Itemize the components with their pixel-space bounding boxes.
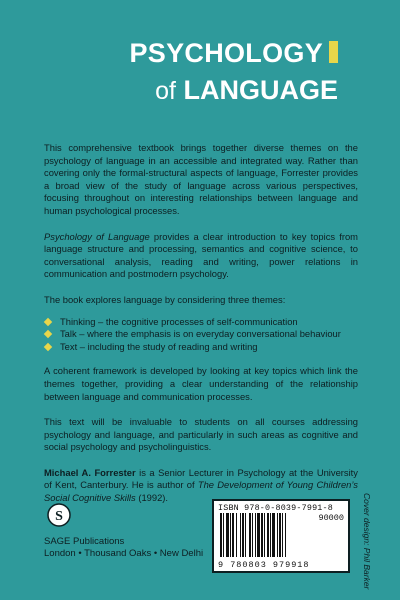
theme-item — [44, 328, 358, 341]
barcode-panel — [212, 499, 350, 573]
author-bio-end: (1992). — [135, 492, 169, 504]
title-word-language: LANGUAGE — [183, 75, 338, 105]
barcode-bar — [252, 513, 253, 557]
theme-text: Talk – where the emphasis is on everyday conversational behaviour — [60, 328, 341, 340]
barcode-bar — [245, 513, 246, 557]
barcode-bar — [277, 513, 278, 557]
author-book-title: The Development of Young Children’s Social Cognitive Skills — [44, 479, 358, 504]
publisher-cities: London • Thousand Oaks • New Delhi — [44, 548, 204, 559]
barcode-bar — [267, 513, 269, 557]
barcode-bar — [230, 513, 231, 557]
cover-design-credit: Cover design: Phil Barker — [362, 493, 372, 590]
barcode-bar — [270, 513, 271, 557]
title-line-of-language — [129, 74, 338, 107]
author-name: Michael A. Forrester — [44, 466, 136, 478]
barcode-bar — [285, 513, 286, 557]
barcode-bar — [220, 513, 222, 557]
blurb — [44, 142, 358, 518]
title-word-psychology: PSYCHOLOGY — [129, 38, 323, 68]
author-bio-text: is a Senior Lecturer in Psychology at the University of Kent, Canterbury. He is author of — [44, 466, 358, 491]
themes-list — [44, 316, 358, 354]
sage-logo-letter: S — [55, 509, 63, 524]
barcode-bar — [236, 513, 237, 557]
theme-text: Text – including the study of reading and writing — [60, 340, 258, 352]
title-line-psychology — [129, 38, 338, 68]
barcode-bar — [261, 513, 263, 557]
diamond-bullet-icon — [44, 342, 52, 350]
barcode-bar — [282, 513, 283, 557]
barcode-bars — [220, 513, 310, 557]
barcode-bar — [226, 513, 229, 557]
blurb-paragraph-2-text: provides a clear introduction to key topics from language structure and processing, semantics and cognitive science, to conversational analysis, reading and writing, power relations in communication and postmodern psychology. — [44, 230, 358, 280]
barcode-bar — [272, 513, 275, 557]
barcode-bar — [249, 513, 251, 557]
blurb-paragraph-2 — [44, 231, 358, 281]
sage-logo-icon — [47, 503, 71, 527]
book-title — [129, 38, 338, 107]
barcode-bar — [223, 513, 224, 557]
isbn-label: ISBN 978-0-8039-7991-8 — [218, 503, 333, 513]
blurb-paragraph-1: This comprehensive textbook brings together diverse themes on the psychology of language in an accessible and integrated way. Rather than covering only the formal-structural aspects of language, Forrester provides a broad view of the study of language across various perspectives, focusing throughout on interesting relationships between language and human psychological processes. — [44, 142, 358, 216]
blurb-paragraph-3: The book explores language by considering three themes: — [44, 293, 286, 305]
title-accent-bar — [329, 41, 338, 63]
barcode-bar — [257, 513, 260, 557]
blurb-paragraph-5: This text will be invaluable to students on all courses addressing psychology and language, and particularly in such areas as cognitive and social psychology and psycholinguistics. — [44, 416, 358, 453]
theme-item — [44, 316, 358, 329]
barcode-bar — [279, 513, 281, 557]
theme-text: Thinking – the cognitive processes of self-communication — [60, 315, 298, 327]
title-word-of: of — [155, 77, 176, 105]
diamond-bullet-icon — [44, 317, 52, 325]
ean-digits: 9 780803 979918 — [218, 560, 310, 570]
theme-item — [44, 341, 358, 354]
price-code: 90000 — [318, 513, 344, 523]
barcode-bar — [240, 513, 241, 557]
diamond-bullet-icon — [44, 330, 52, 338]
barcode-bar — [264, 513, 265, 557]
publisher-info — [44, 536, 203, 560]
book-title-italic: Psychology of Language — [44, 230, 150, 242]
barcode-bar — [232, 513, 234, 557]
barcode-bar — [242, 513, 244, 557]
barcode-bar — [255, 513, 256, 557]
blurb-paragraph-4: A coherent framework is developed by looking at key topics which link the themes together, providing a clear understanding of the relationship between language and communication processes. — [44, 365, 358, 402]
publisher-name: SAGE Publications — [44, 536, 125, 547]
